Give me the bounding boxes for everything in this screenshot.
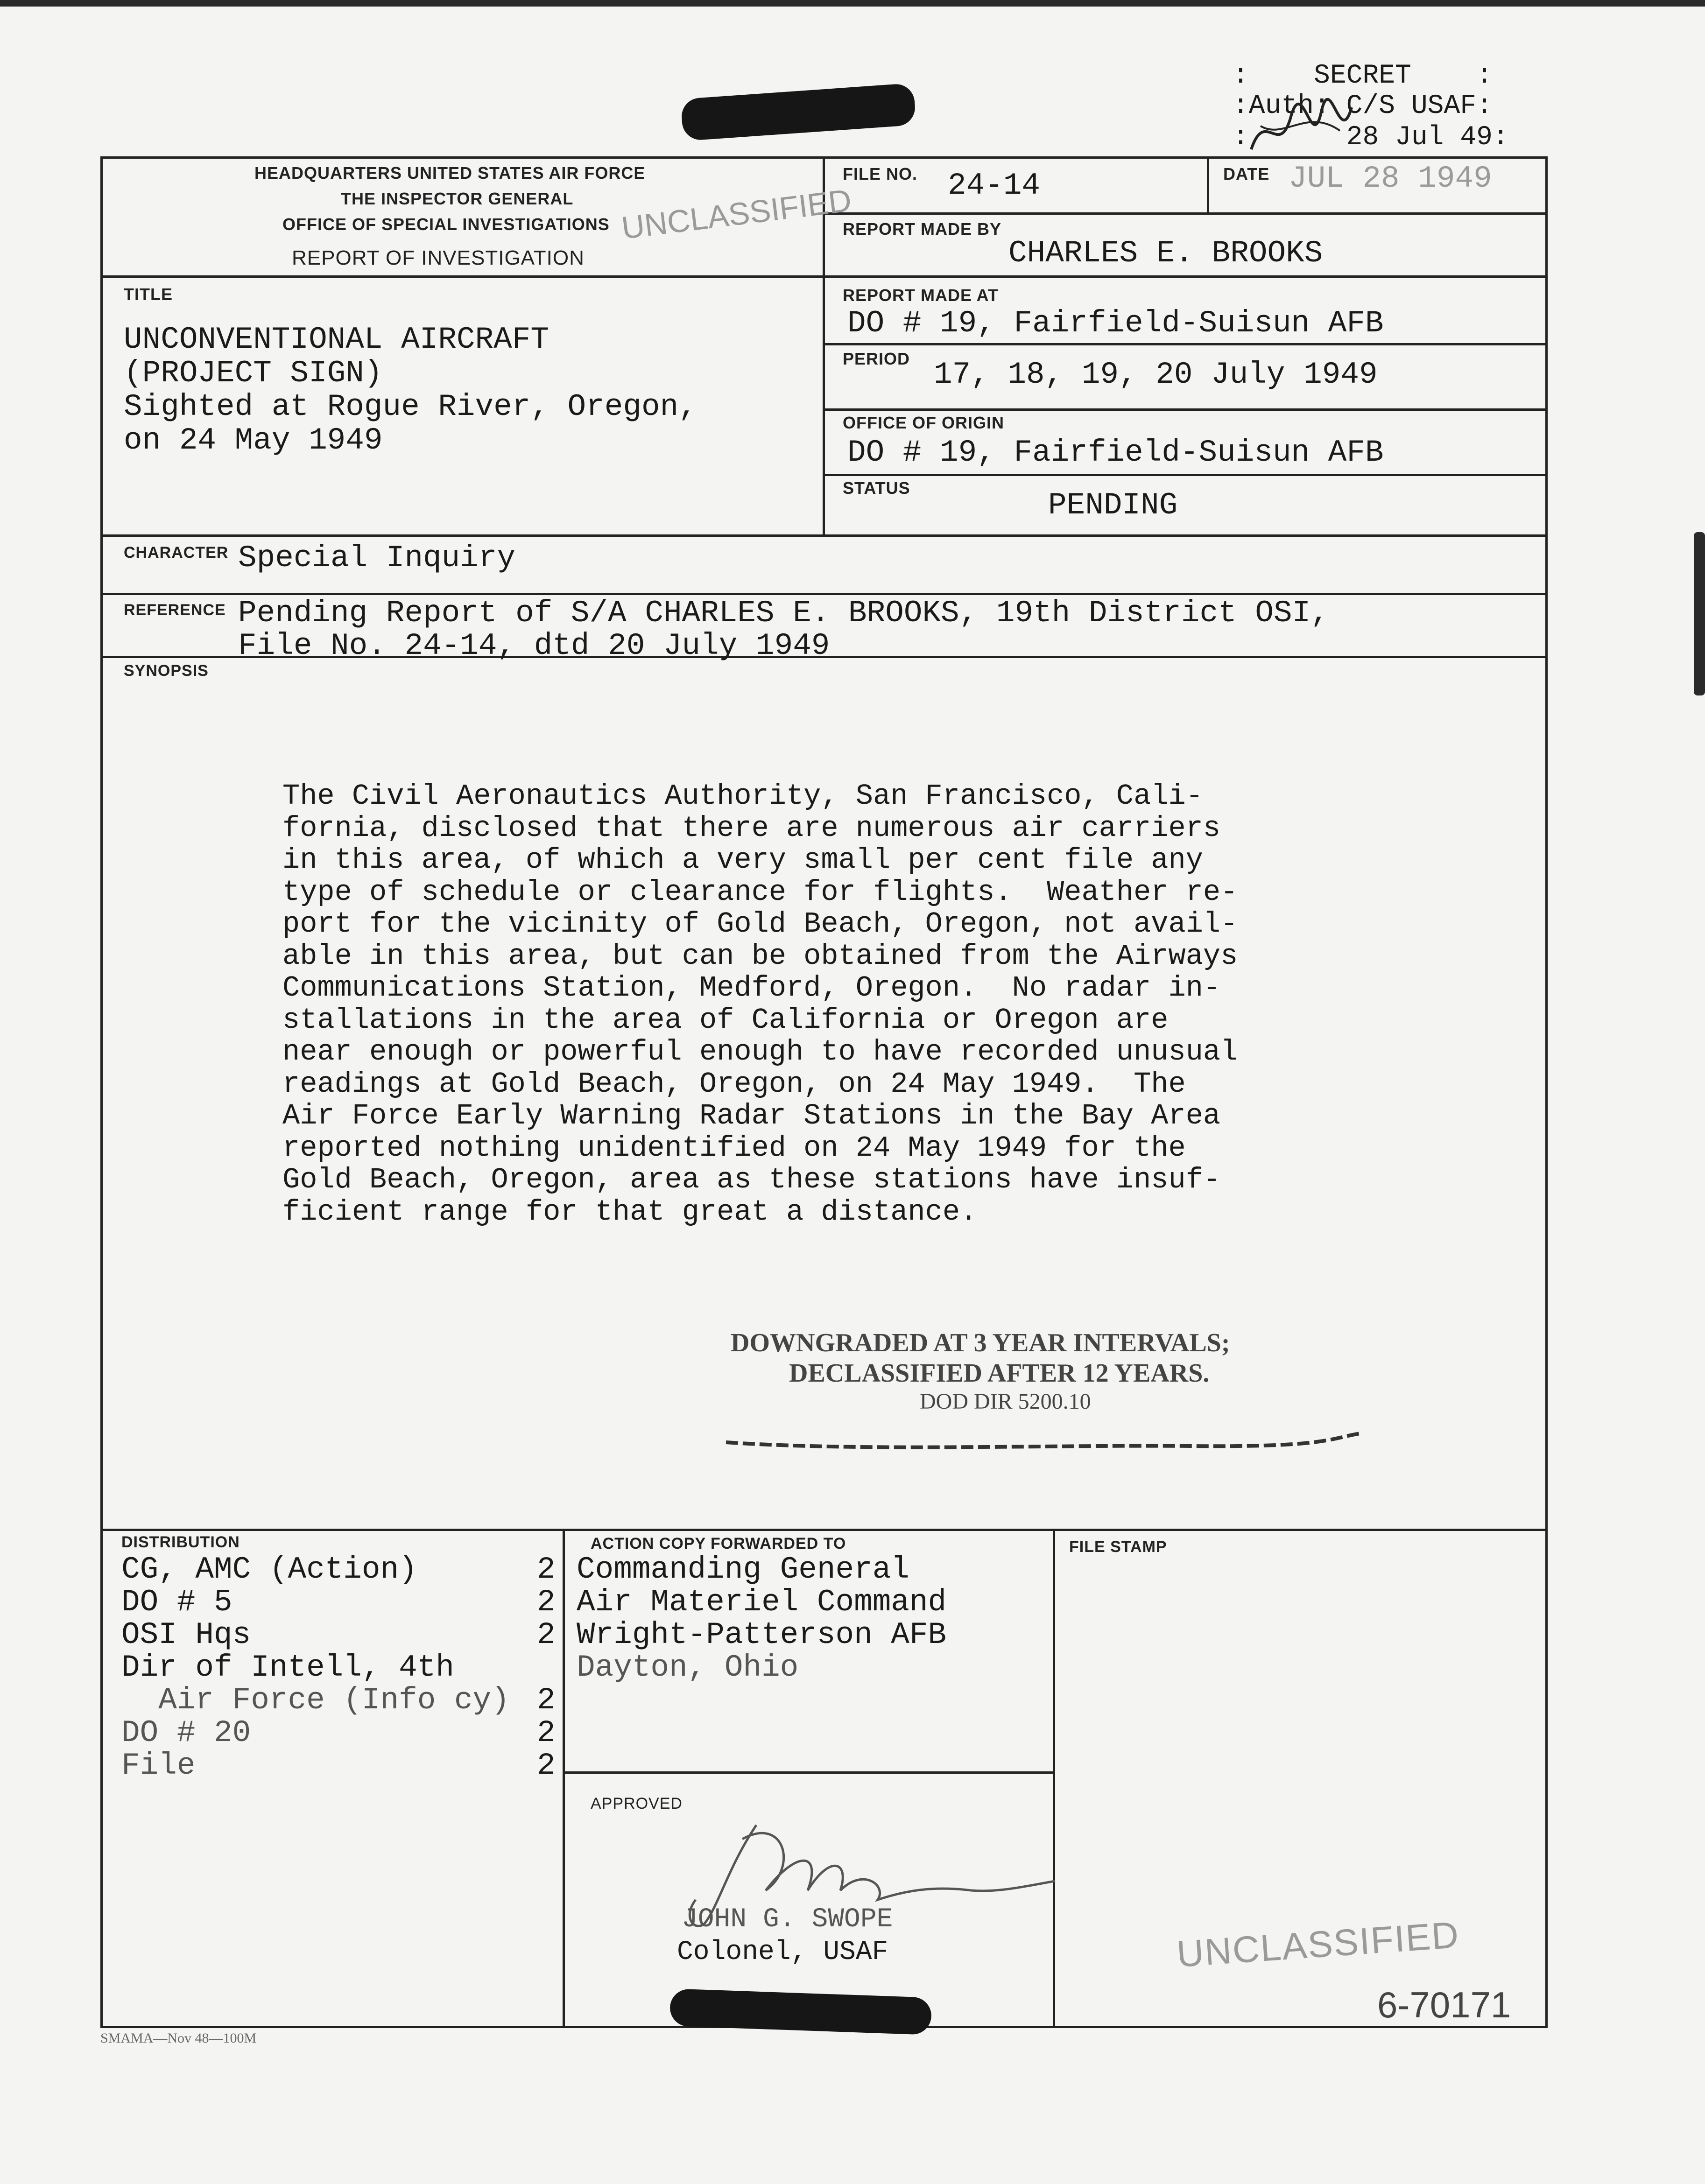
approved-label: APPROVED	[591, 1795, 683, 1812]
title-line1: UNCONVENTIONAL AIRCRAFT	[124, 322, 549, 357]
approver-name: JOHN G. SWOPE	[682, 1904, 893, 1935]
distribution-item-name: DO # 20	[121, 1715, 251, 1750]
synopsis-line: fornia, disclosed that there are numerous air carriers	[282, 811, 1221, 845]
upper-section-bottom	[100, 534, 1548, 537]
report-made-by-value: CHARLES E. BROOKS	[1008, 236, 1323, 271]
date-divider	[1207, 156, 1209, 213]
synopsis-line: stallations in the area of California or Oregon are	[282, 1003, 1169, 1037]
synopsis-line: in this area, of which a very small per cent file any	[282, 843, 1203, 877]
origin-row-line	[823, 474, 1548, 476]
downgrade-line1: DOWNGRADED AT 3 YEAR INTERVALS;	[731, 1328, 1230, 1357]
edge-mark	[1694, 532, 1705, 695]
redaction-smudge-top	[680, 83, 916, 141]
status-value: PENDING	[1048, 488, 1178, 523]
synopsis-line: port for the vicinity of Gold Beach, Oregon, not avail-	[282, 907, 1238, 941]
distribution-label: DISTRIBUTION	[121, 1533, 240, 1551]
synopsis-line: Communications Station, Medford, Oregon. No radar in-	[282, 971, 1221, 1004]
form-right-lower	[1545, 1529, 1548, 2028]
synopsis-line: reported nothing unidentified on 24 May 1949 for the	[282, 1131, 1186, 1165]
initials-scribble	[1247, 98, 1354, 163]
synopsis-line: The Civil Aeronautics Authority, San Francisco, Cali-	[282, 779, 1203, 813]
report-made-at-label: REPORT MADE AT	[843, 286, 999, 305]
period-label: PERIOD	[843, 349, 910, 368]
hq-line2: THE INSPECTOR GENERAL	[341, 189, 574, 208]
distribution-item-copies: 2	[537, 1585, 556, 1620]
distribution-item-copies: 2	[537, 1617, 556, 1652]
fileno-row-line	[823, 212, 1548, 215]
hq-line3: OFFICE OF SPECIAL INVESTIGATIONS	[282, 215, 610, 234]
distribution-item-copies: 2	[537, 1715, 556, 1750]
distribution-item-copies: 2	[537, 1748, 556, 1783]
action-copy-label: ACTION COPY FORWARDED TO	[591, 1535, 846, 1552]
hq-line4: REPORT OF INVESTIGATION	[292, 246, 585, 269]
date-label: DATE	[1223, 164, 1270, 183]
office-of-origin-value: DO # 19, Fairfield-Suisun AFB	[847, 435, 1384, 470]
downgrade-line2: DECLASSIFIED AFTER 12 YEARS.	[789, 1359, 1210, 1388]
distribution-item-name: Dir of Intell, 4th	[121, 1650, 454, 1685]
status-label: STATUS	[843, 478, 910, 498]
synopsis-line: Air Force Early Warning Radar Stations in the Bay Area	[282, 1099, 1221, 1132]
character-label: CHARACTER	[124, 544, 229, 562]
distribution-item-name: OSI Hqs	[121, 1617, 251, 1652]
filestamp-divider	[1053, 1529, 1055, 2028]
approved-top-line	[563, 1771, 1053, 1774]
reference-line1: Pending Report of S/A CHARLES E. BROOKS, 19th District OSI,	[238, 596, 1329, 631]
classification-line1: : SECRET :	[1233, 61, 1493, 91]
header-bottom-line	[100, 275, 1548, 278]
synopsis-line: near enough or powerful enough to have recorded unusual	[282, 1035, 1238, 1068]
synopsis-line: Gold Beach, Oregon, area as these stations have insuf-	[282, 1163, 1221, 1196]
distribution-item-name: Air Force (Info cy)	[121, 1683, 510, 1718]
file-no-value: 24-14	[948, 168, 1041, 203]
distribution-item-name: DO # 5	[121, 1585, 232, 1620]
action-copy-line4: Dayton, Ohio	[577, 1650, 799, 1685]
unclassified-stamp-file: UNCLASSIFIED	[1175, 1913, 1461, 1975]
action-copy-line2: Air Materiel Command	[577, 1585, 947, 1620]
form-left-lower	[100, 1529, 103, 2028]
synopsis-line: ficient range for that great a distance.	[282, 1195, 978, 1229]
downgrade-line3: DOD DIR 5200.10	[920, 1389, 1091, 1414]
top-edge-shadow	[0, 0, 1705, 7]
title-line4: on 24 May 1949	[124, 423, 383, 458]
office-of-origin-label: OFFICE OF ORIGIN	[843, 413, 1004, 432]
file-no-label: FILE NO.	[843, 164, 917, 183]
action-copy-line1: Commanding General	[577, 1552, 909, 1587]
synopsis-label: SYNOPSIS	[124, 662, 209, 680]
distribution-item-copies: 2	[537, 1552, 556, 1587]
date-value: JUL 28 1949	[1289, 161, 1492, 196]
distribution-divider	[563, 1529, 565, 2028]
distribution-item-name: File	[121, 1748, 196, 1783]
document-number: 6-70171	[1377, 1984, 1511, 2025]
hq-line1: HEADQUARTERS UNITED STATES AIR FORCE	[254, 163, 646, 183]
classification-line2: :Auth: C/S USAF:	[1233, 91, 1493, 121]
distribution-item-copies: 2	[537, 1683, 556, 1718]
character-value: Special Inquiry	[238, 541, 516, 576]
form-code: SMAMA—Nov 48—100M	[100, 2030, 257, 2046]
period-row-line	[823, 408, 1548, 411]
character-row-line	[100, 593, 1548, 595]
title-label: TITLE	[124, 285, 173, 304]
distribution-item-name: CG, AMC (Action)	[121, 1552, 417, 1587]
synopsis-line: readings at Gold Beach, Oregon, on 24 May 1949. The	[282, 1067, 1186, 1101]
report-made-by-label: REPORT MADE BY	[843, 219, 1002, 239]
unclassified-stamp-header: UNCLASSIFIED	[620, 183, 853, 246]
approver-rank: Colonel, USAF	[677, 1937, 888, 1967]
downgrade-underline-mark	[724, 1419, 1368, 1456]
synopsis-line: type of schedule or clearance for flights. Weather re-	[282, 875, 1238, 909]
file-stamp-label: FILE STAMP	[1069, 1538, 1167, 1556]
period-value: 17, 18, 19, 20 July 1949	[934, 357, 1378, 392]
action-copy-line3: Wright-Patterson AFB	[577, 1617, 947, 1652]
report-made-at-value: DO # 19, Fairfield-Suisun AFB	[847, 306, 1384, 341]
title-line2: (PROJECT SIGN)	[124, 356, 383, 391]
made-at-row-line	[823, 343, 1548, 345]
reference-label: REFERENCE	[124, 601, 226, 619]
reference-line2: File No. 24-14, dtd 20 July 1949	[238, 628, 830, 663]
synopsis-line: able in this area, but can be obtained from the Airways	[282, 939, 1238, 973]
classification-line3: : 28 Jul 49:	[1233, 122, 1509, 153]
distribution-top-line	[100, 1529, 1548, 1531]
title-line3: Sighted at Rogue River, Oregon,	[124, 389, 697, 424]
